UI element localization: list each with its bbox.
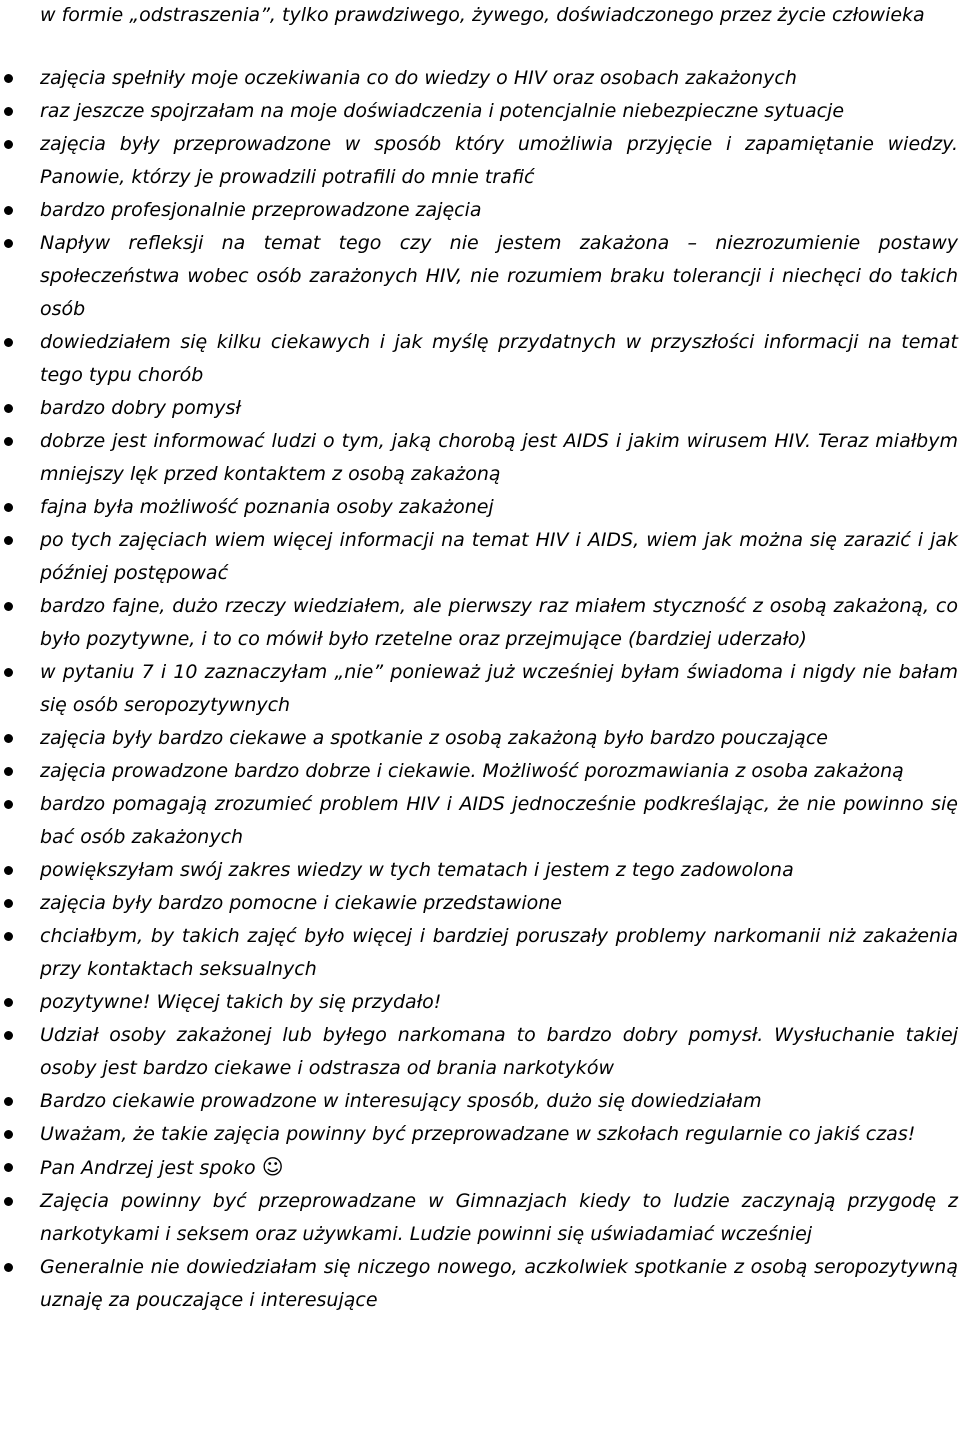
comment-text: zajęcia spełniły moje oczekiwania co do wiedzy o HIV oraz osobach zakażonych: [40, 67, 797, 89]
comment-text: po tych zajęciach wiem więcej informacji na temat HIV i AIDS, wiem jak można się zarazić i jak później postępować: [40, 529, 958, 584]
bullet-icon: [4, 107, 13, 116]
comment-text: zajęcia były bardzo pomocne i ciekawie przedstawione: [40, 892, 562, 914]
list-item: [0, 920, 958, 986]
comment-text: bardzo dobry pomysł: [40, 397, 241, 419]
comment-text: bardzo fajne, dużo rzeczy wiedziałem, ale pierwszy raz miałem styczność z osobą zakażoną, co było pozytywne, i to co mówił było rzetelne oraz przejmujące (bardziej uderzało): [40, 595, 958, 650]
smiley-face-icon: ☺: [261, 1155, 284, 1179]
bullet-icon: [4, 800, 13, 809]
bullet-icon: [4, 1130, 13, 1139]
list-item: [0, 1118, 958, 1151]
list-item: [0, 392, 958, 425]
bullet-icon: [4, 1097, 13, 1106]
list-item: [0, 887, 958, 920]
bullet-icon: [4, 899, 13, 908]
list-item: [0, 656, 958, 722]
list-item: [0, 128, 958, 194]
comment-text: Udział osoby zakażonej lub byłego narkomana to bardzo dobry pomysł. Wysłuchanie takiej osoby jest bardzo ciekawe i odstrasza od brania narkotyków: [40, 1024, 958, 1079]
list-item: [0, 326, 958, 392]
list-item: [0, 755, 958, 788]
comment-text: bardzo profesjonalnie przeprowadzone zajęcia: [40, 199, 482, 221]
list-item: [0, 722, 958, 755]
bullet-icon: [4, 1031, 13, 1040]
list-item: [0, 524, 958, 590]
list-item: [0, 194, 958, 227]
list-item: [0, 425, 958, 491]
comment-text: Napływ refleksji na temat tego czy nie jestem zakażona – niezrozumienie postawy społeczeństwa wobec osób zarażonych HIV, nie rozumiem braku tolerancji i niechęci do takich osób: [40, 232, 958, 320]
list-item: [0, 788, 958, 854]
bullet-icon: [4, 1263, 13, 1272]
bullet-icon: [4, 767, 13, 776]
bullet-icon: [4, 338, 13, 347]
comment-text: Zajęcia powinny być przeprowadzane w Gimnazjach kiedy to ludzie zaczynają przygodę z narkotykami i seksem oraz używkami. Ludzie powinni się uświadamiać wcześniej: [40, 1190, 958, 1245]
list-item: [0, 986, 958, 1019]
bullet-icon: [4, 536, 13, 545]
bullet-icon: [4, 206, 13, 215]
bullet-icon: [4, 503, 13, 512]
bullet-icon: [4, 1163, 13, 1172]
comment-text: Pan Andrzej jest spoko: [40, 1157, 256, 1179]
comment-text: Uważam, że takie zajęcia powinny być przeprowadzane w szkołach regularnie co jakiś czas!: [40, 1123, 916, 1145]
list-item: [0, 854, 958, 887]
bullet-icon: [4, 734, 13, 743]
comment-text: zajęcia były bardzo ciekawe a spotkanie z osobą zakażoną było bardzo pouczające: [40, 727, 828, 749]
bullet-icon: [4, 74, 13, 83]
bullet-icon: [4, 932, 13, 941]
bullet-icon: [4, 668, 13, 677]
comment-text: Bardzo ciekawie prowadzone w interesujący sposób, dużo się dowiedziałam: [40, 1090, 762, 1112]
comment-text: w pytaniu 7 i 10 zaznaczyłam „nie” ponieważ już wcześniej byłam świadoma i nigdy nie bałam się osób seropozytywnych: [40, 661, 958, 716]
comment-text: dowiedziałem się kilku ciekawych i jak myślę przydatnych w przyszłości informacji na temat tego typu chorób: [40, 331, 958, 386]
comment-text: raz jeszcze spojrzałam na moje doświadczenia i potencjalnie niebezpieczne sytuacje: [40, 100, 845, 122]
comment-text: bardzo pomagają zrozumieć problem HIV i AIDS jednocześnie podkreślając, że nie powinno się bać osób zakażonych: [40, 793, 958, 848]
list-item: [0, 590, 958, 656]
bullet-icon: [4, 239, 13, 248]
bullet-icon: [4, 998, 13, 1007]
comment-text: Generalnie nie dowiedziałam się niczego nowego, aczkolwiek spotkanie z osobą seropozytywną uznaję za pouczające i interesujące: [40, 1256, 958, 1311]
list-item: [0, 1085, 958, 1118]
list-item: [0, 227, 958, 326]
list-item: [0, 95, 958, 128]
list-item: [0, 491, 958, 524]
bullet-icon: [4, 140, 13, 149]
list-item: [0, 1019, 958, 1085]
bullet-icon: [4, 602, 13, 611]
intro-continuation: w formie „odstraszenia”, tylko prawdziwego, żywego, doświadczonego przez życie człowieka: [40, 4, 925, 26]
bullet-icon: [4, 404, 13, 413]
feedback-list: [0, 62, 960, 1317]
list-item: [0, 1151, 958, 1185]
comment-text: chciałbym, by takich zajęć było więcej i bardziej poruszały problemy narkomanii niż zakażenia przy kontaktach seksualnych: [40, 925, 958, 980]
list-item: [0, 1185, 958, 1251]
comment-text: zajęcia były przeprowadzone w sposób który umożliwia przyjęcie i zapamiętanie wiedzy. Panowie, którzy je prowadzili potrafili do mnie trafić: [40, 133, 958, 188]
list-item: [0, 62, 958, 95]
comment-text: dobrze jest informować ludzi o tym, jaką chorobą jest AIDS i jakim wirusem HIV. Teraz miałbym mniejszy lęk przed kontaktem z osobą zakażoną: [40, 430, 958, 485]
list-item: [0, 1251, 958, 1317]
comment-text: pozytywne! Więcej takich by się przydało!: [40, 991, 442, 1013]
bullet-icon: [4, 1197, 13, 1206]
comment-text: zajęcia prowadzone bardzo dobrze i ciekawie. Możliwość porozmawiania z osoba zakażoną: [40, 760, 904, 782]
comment-text: powiększyłam swój zakres wiedzy w tych tematach i jestem z tego zadowolona: [40, 859, 794, 881]
bullet-icon: [4, 866, 13, 875]
comment-text: fajna była możliwość poznania osoby zakażonej: [40, 496, 494, 518]
bullet-icon: [4, 437, 13, 446]
